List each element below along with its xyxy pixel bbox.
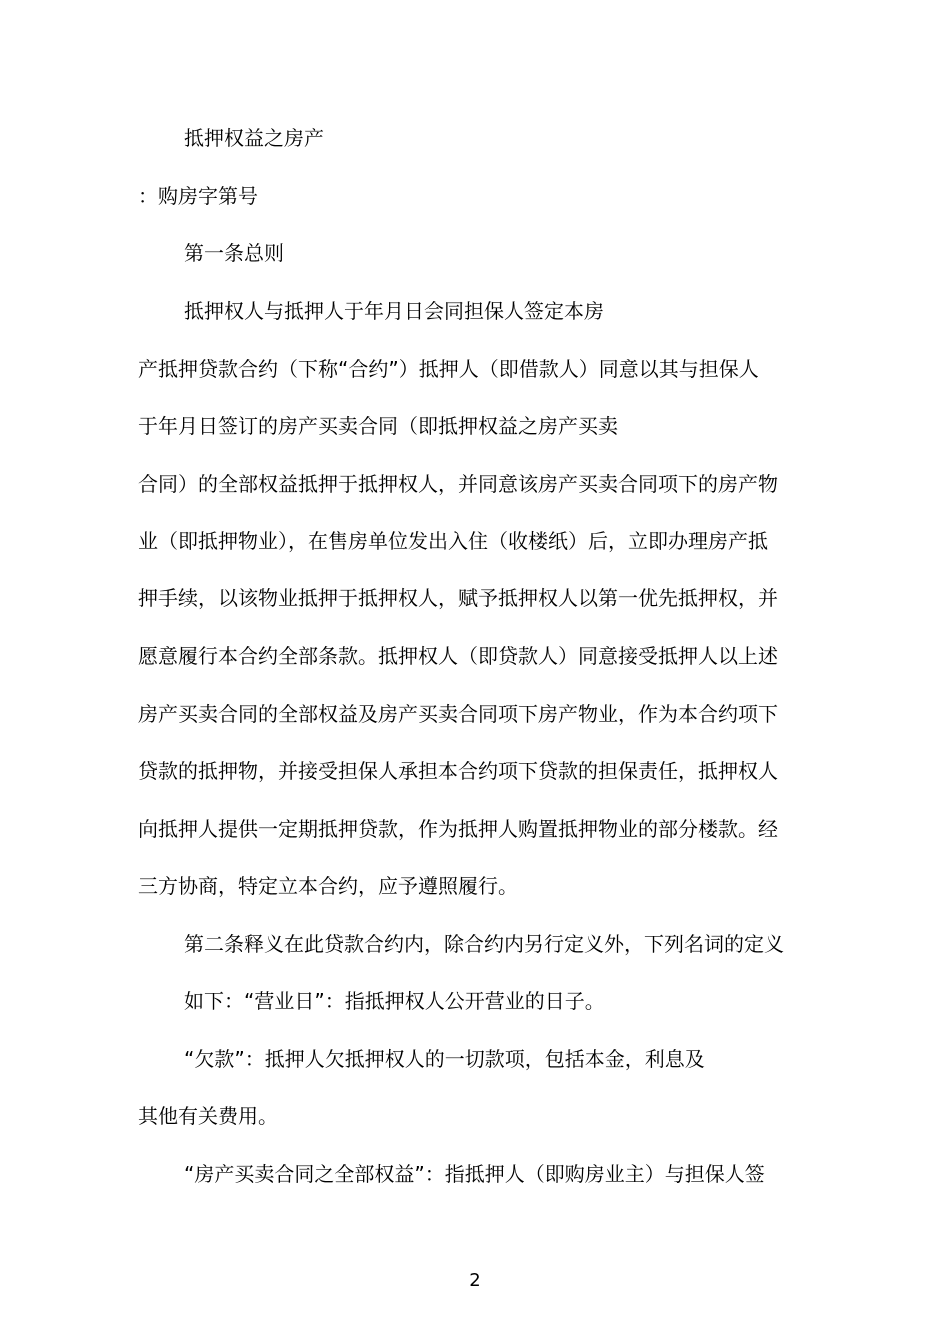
body-line: 产抵押贷款合约（下称“合约”）抵押人（即借款人）同意以其与担保人	[138, 357, 759, 381]
body-line: 向抵押人提供一定期抵押贷款，作为抵押人购置抵押物业的部分楼款。经	[138, 817, 778, 841]
body-line: 抵押权人与抵押人于年月日会同担保人签定本房	[184, 299, 604, 323]
body-line: 三方协商，特定立本合约，应予遵照履行。	[138, 874, 518, 898]
body-line: 合同）的全部权益抵押于抵押权人，并同意该房产买卖合同项下的房产物	[138, 472, 778, 496]
body-line: 于年月日签订的房产买卖合同（即抵押权益之房产买卖	[138, 414, 618, 438]
body-line: 其他有关费用。	[138, 1104, 278, 1128]
body-line: “欠款”：抵押人欠抵押权人的一切款项，包括本金，利息及	[184, 1047, 705, 1071]
body-line: 业（即抵押物业），在售房单位发出入住（收楼纸）后，立即办理房产抵	[138, 529, 768, 553]
body-line: “房产买卖合同之全部权益”：指抵押人（即购房业主）与担保人签	[184, 1162, 765, 1186]
body-line: 押手续，以该物业抵押于抵押权人，赋予抵押权人以第一优先抵押权，并	[138, 586, 778, 610]
reference-number-line: ：购房字第号	[138, 184, 258, 208]
body-line: 贷款的抵押物，并接受担保人承担本合约项下贷款的担保责任，抵押权人	[138, 759, 778, 783]
body-line: 房产买卖合同的全部权益及房产买卖合同项下房产物业，作为本合约项下	[138, 702, 778, 726]
section-heading: 抵押权益之房产	[184, 126, 324, 150]
article-1-title: 第一条总则	[184, 241, 284, 265]
article-2-line: 第二条释义在此贷款合约内，除合约内另行定义外，下列名词的定义	[184, 932, 784, 956]
body-line: 如下：“营业日”：指抵押权人公开营业的日子。	[184, 989, 605, 1013]
body-line: 愿意履行本合约全部条款。抵押权人（即贷款人）同意接受抵押人以上述	[138, 644, 778, 668]
page-number: 2	[469, 1270, 481, 1291]
